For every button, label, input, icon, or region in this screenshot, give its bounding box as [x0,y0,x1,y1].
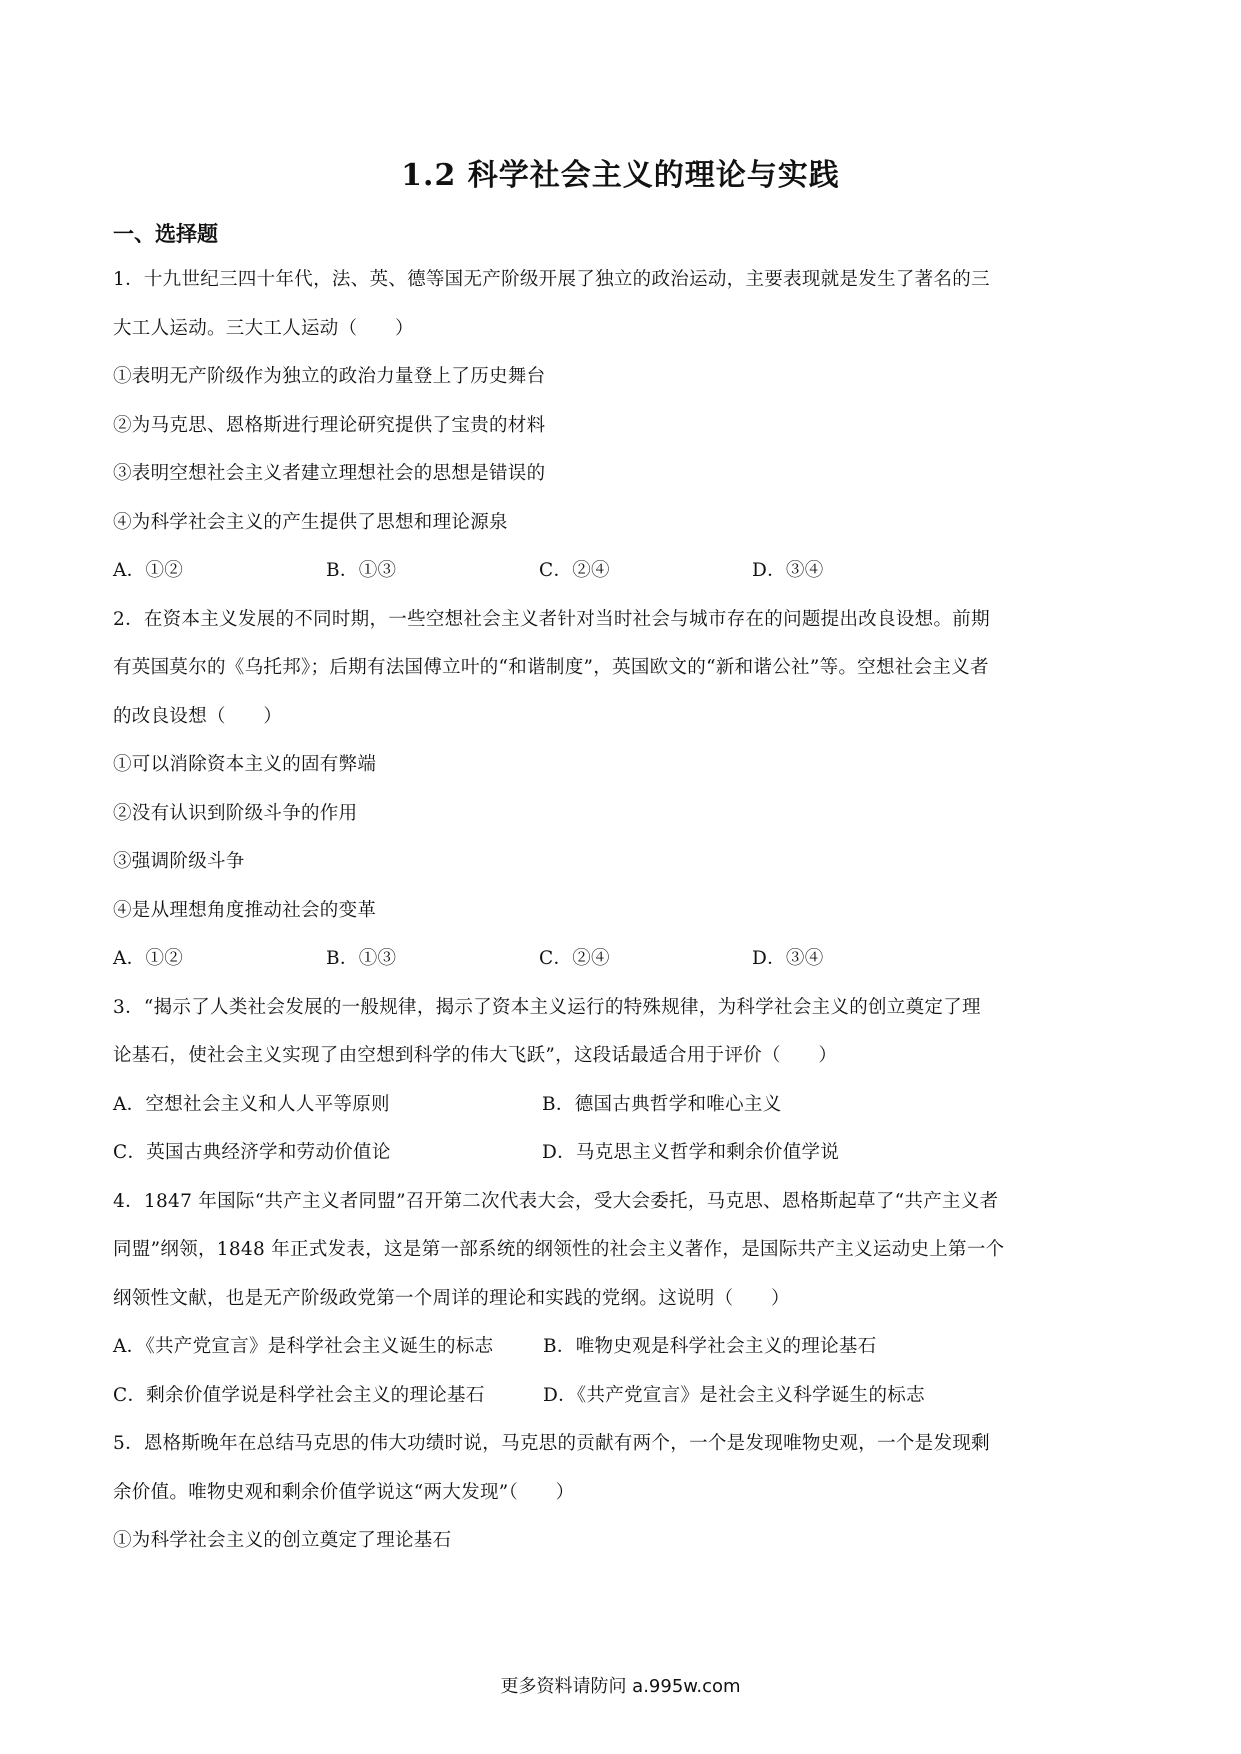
question-2-statement-3: ③强调阶级斗争 [113,851,245,872]
question-3-stem-line-1: 3．“揭示了人类社会发展的一般规律，揭示了资本主义运行的特殊规律，为科学社会主义的创立奠定了理 [113,996,981,1018]
question-3-option-d: D．马克思主义哲学和剩余价值学说 [542,1142,840,1163]
page-title: 1.2 科学社会主义的理论与实践 [401,158,840,193]
question-3-options-row-1 [113,1093,1133,1117]
question-3-stem-line-2: 论基石，使社会主义实现了由空想到科学的伟大飞跃”，这段话最适合用于评价（ ） [113,1045,838,1066]
question-1-statement-3: ③表明空想社会主义者建立理想社会的思想是错误的 [113,463,546,484]
question-2-stem-line-3: 的改良设想（ ） [113,705,283,727]
question-2-stem-line-2: 有英国莫尔的《乌托邦》；后期有法国傅立叶的“和谐制度”，英国欧文的“新和谐公社”等。空想社会主义者 [113,657,989,678]
question-2-statement-4: ④是从理想角度推动社会的变革 [113,899,377,921]
question-4-option-b: B．唯物史观是科学社会主义的理论基石 [543,1336,877,1357]
question-2-options [113,947,1133,971]
question-5-stem-line-2: 余价值。唯物史观和剩余价值学说这“两大发现”（ ） [113,1481,575,1503]
question-1-option-c: C．②④ [539,560,610,581]
question-2-stem-line-1: 2．在资本主义发展的不同时期，一些空想社会主义者针对当时社会与城市存在的问题提出改良设想。前期 [113,608,990,630]
question-1-statement-2: ②为马克思、恩格斯进行理论研究提供了宝贵的材料 [113,414,546,436]
question-1-options [113,559,1133,583]
question-2-option-b: B．①③ [326,948,397,969]
question-2-option-c: C．②④ [539,948,610,969]
question-3-option-b: B．德国古典哲学和唯心主义 [542,1093,782,1115]
question-3-options-row-2 [113,1141,1133,1165]
question-2-option-a: A．①② [113,948,184,969]
question-1-option-a: A．①② [113,560,184,581]
question-1-statement-1: ①表明无产阶级作为独立的政治力量登上了历史舞台 [113,366,546,387]
question-list [113,268,1133,1578]
question-1-statement-4: ④为科学社会主义的产生提供了思想和理论源泉 [113,511,508,533]
question-2-option-d: D．③④ [752,948,824,969]
section-heading: 一、选择题 [113,222,218,246]
question-1-stem-line-1: 1．十九世纪三四十年代，法、英、德等国无产阶级开展了独立的政治运动，主要表现就是发生了著名的三 [113,269,990,290]
question-4-stem-line-1: 4．1847 年国际“共产主义者同盟”召开第二次代表大会，受大会委托，马克思、恩格斯起草了“共产主义者 [113,1190,999,1212]
question-4-stem-line-2: 同盟”纲领，1848 年正式发表，这是第一部系统的纲领性的社会主义著作，是国际共产主义运动史上第一个 [113,1239,1005,1260]
question-2-statement-2: ②没有认识到阶级斗争的作用 [113,802,358,824]
question-5-statement-1: ①为科学社会主义的创立奠定了理论基石 [113,1530,452,1551]
question-5-stem-line-1: 5．恩格斯晚年在总结马克思的伟大功绩时说，马克思的贡献有两个，一个是发现唯物史观，一个是发现剩 [113,1433,990,1454]
question-4-option-c: C．剩余价值学说是科学社会主义的理论基石 [113,1384,485,1406]
question-4-options-row-1 [113,1335,1133,1359]
footer-link-text: 更多资料请防问 a.995w.com [500,1676,741,1697]
question-4-stem-line-3: 纲领性文献，也是无产阶级政党第一个周详的理论和实践的党纲。这说明（ ） [113,1287,790,1309]
question-3-option-c: C．英国古典经济学和劳动价值论 [113,1142,391,1163]
question-1-option-b: B．①③ [326,560,397,581]
question-4-option-d: D．《共产党宣言》是社会主义科学诞生的标志 [543,1384,925,1406]
question-3-option-a: A．空想社会主义和人人平等原则 [113,1093,390,1115]
question-1-stem-line-2: 大工人运动。三大工人运动（ ） [113,317,414,339]
question-2-statement-1: ①可以消除资本主义的固有弊端 [113,754,377,775]
question-1-option-d: D．③④ [752,560,824,581]
question-4-options-row-2 [113,1384,1133,1408]
question-4-option-a: A．《共产党宣言》是科学社会主义诞生的标志 [113,1336,494,1357]
